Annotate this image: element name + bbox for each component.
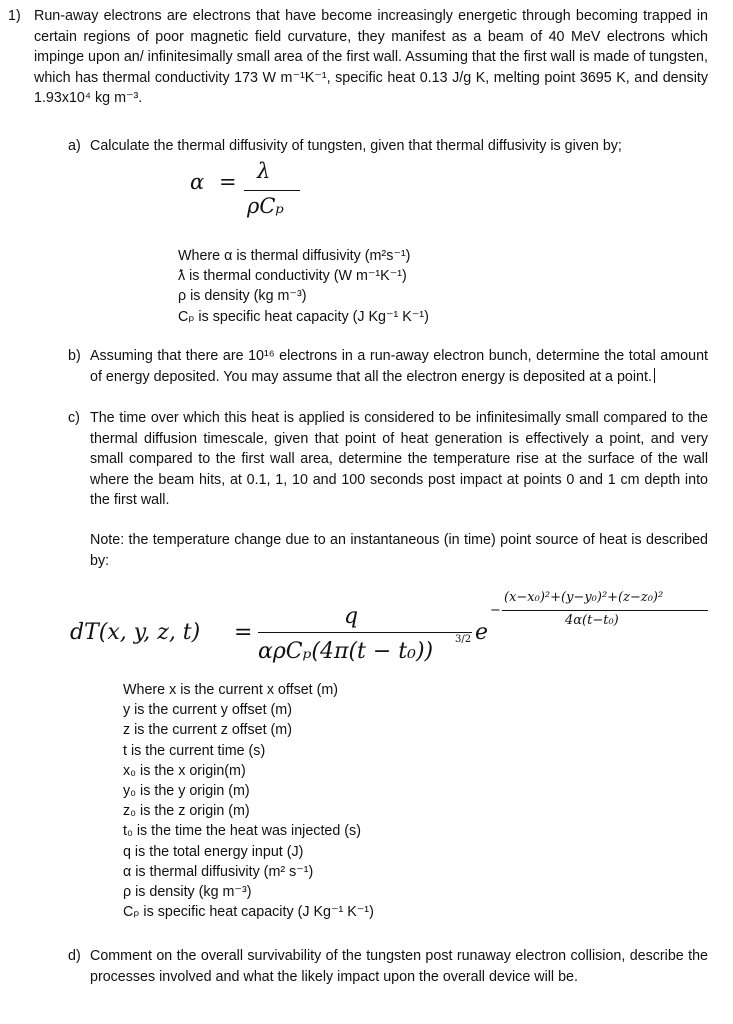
definition-line: z₀ is the z origin (m) <box>123 803 250 820</box>
formula-numerator-q: q <box>344 604 359 629</box>
exponent-numerator: (x−x₀)²+(y−y₀)²+(z−z₀)² <box>504 590 664 605</box>
part-d-label: d) <box>68 948 81 964</box>
definition-line: ρ is density (kg m⁻³) <box>123 884 252 901</box>
fraction-bar <box>244 190 300 191</box>
definition-line: Where α is thermal diffusivity (m²s⁻¹) <box>178 248 411 264</box>
text-cursor <box>654 368 655 383</box>
definition-line: ρ is density (kg m⁻³) <box>178 288 307 305</box>
part-c-label: c) <box>68 410 80 426</box>
exponent-bar <box>502 610 708 611</box>
question-number: 1) <box>8 8 21 24</box>
part-a-text: Calculate the thermal diffusivity of tungsten, given that thermal diffusivity is given by; <box>90 138 622 154</box>
formula-alpha: α <box>190 170 205 194</box>
definition-line: ƛ is thermal conductivity (W m⁻¹K⁻¹) <box>178 268 407 285</box>
definition-line: y is the current y offset (m) <box>123 702 292 719</box>
definition-line: t is the current time (s) <box>123 742 266 759</box>
definition-line: α is thermal diffusivity (m² s⁻¹) <box>123 863 314 880</box>
exponent-minus: − <box>490 603 501 618</box>
definition-line: z is the current z offset (m) <box>123 722 292 739</box>
formula-lhs: dT(x, y, z, t) <box>70 620 201 645</box>
part-a-label: a) <box>68 138 81 154</box>
note-definitions <box>123 680 374 922</box>
definition-line: Where x is the current x offset (m) <box>123 682 339 698</box>
question-intro: Run-away electrons are electrons that have become increasingly energetic through becoming trapped in certain regions of poor magnetic field curvature, they manifest as a beam of 40 MeV electrons which impinge upon an/ infinitesimally small area of the first wall. Assuming that the first wall is made of tungsten, which has thermal conductivity 173 W m⁻¹K⁻¹, specific heat 0.13 J/g K, melting point 3695 K, and density 1.93x10⁴ kg m⁻³. <box>34 8 708 106</box>
definition-line: y₀ is the y origin (m) <box>123 783 250 800</box>
formula-equals: = <box>234 620 253 645</box>
part-b-text <box>90 346 708 387</box>
formula-power: 3/2 <box>455 634 472 645</box>
note-text: Note: the temperature change due to an instantaneous (in time) point source of heat is described by: <box>90 532 708 569</box>
part-c-text: The time over which this heat is applied is considered to be infinitesimally small compared to the thermal diffusion timescale, given that point of heat generation is effectively a point, and very small compared to the first wall area, determine the temperature rise at the surface of the wall where the beam hits, at 0.1, 1, 10 and 100 seconds post impact at points 0 and 1 cm depth into the first wall. <box>90 410 708 508</box>
definition-line: t₀ is the time the heat was injected (s) <box>123 823 361 840</box>
formula-denominator: αρCₚ(4π(t − t₀)) <box>258 639 434 664</box>
part-a-definitions <box>178 246 429 327</box>
formula-denominator: ρCₚ <box>247 194 284 218</box>
definition-line: q is the total energy input (J) <box>123 843 304 860</box>
definition-line: Cₚ is specific heat capacity (J Kg⁻¹ K⁻¹) <box>123 904 374 921</box>
definition-line: Cₚ is specific heat capacity (J Kg⁻¹ K⁻¹) <box>178 308 429 325</box>
formula-equals: = <box>219 170 237 194</box>
exponent-denominator: 4α(t−t₀) <box>565 613 619 628</box>
formula-numerator-lambda: λ <box>257 159 271 183</box>
formula-exp-base: e <box>475 620 489 645</box>
part-b-body: Assuming that there are 10¹⁶ electrons in a run-away electron bunch, determine the total amount of energy deposited. You may assume that all the electron energy is deposited at a point. <box>90 348 708 385</box>
part-d-text: Comment on the overall survivability of the tungsten post runaway electron collision, describe the processes involved and what the likely impact upon the overall device will be. <box>90 948 708 985</box>
definition-line: x₀ is the x origin(m) <box>123 762 246 779</box>
fraction-bar <box>258 632 472 633</box>
part-b-label: b) <box>68 348 81 364</box>
